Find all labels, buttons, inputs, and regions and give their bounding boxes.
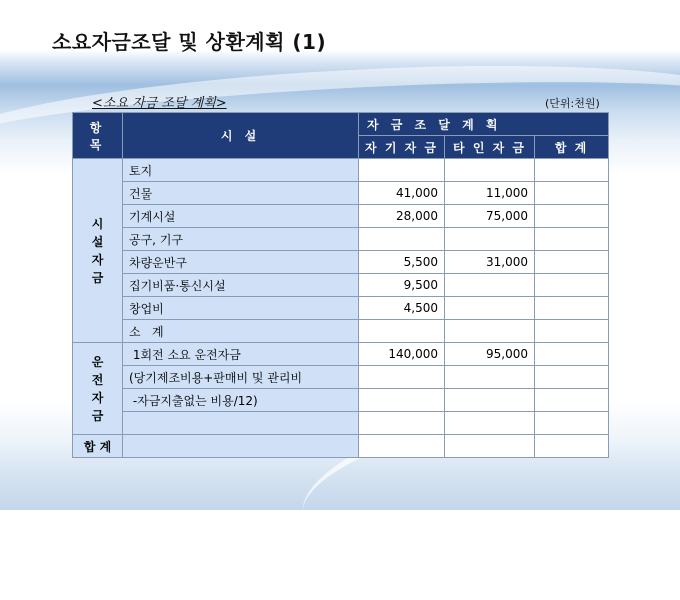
row-name: 기계시설 bbox=[123, 205, 359, 228]
total-sum-cell bbox=[535, 435, 609, 458]
own-funds-cell bbox=[359, 366, 445, 389]
table-row bbox=[73, 228, 609, 251]
table-row bbox=[73, 182, 609, 205]
row-name: 토지 bbox=[123, 159, 359, 182]
other-funds-cell bbox=[445, 297, 535, 320]
table-row bbox=[73, 366, 609, 389]
other-funds-cell bbox=[445, 274, 535, 297]
table-row bbox=[73, 389, 609, 412]
other-funds-cell: 11,000 bbox=[445, 182, 535, 205]
sum-cell bbox=[535, 343, 609, 366]
other-funds-cell bbox=[445, 389, 535, 412]
total-other-cell bbox=[445, 435, 535, 458]
own-funds-cell: 9,500 bbox=[359, 274, 445, 297]
own-funds-cell: 41,000 bbox=[359, 182, 445, 205]
header-item: 항 목 bbox=[73, 113, 123, 159]
header-facility: 시 설 bbox=[123, 113, 359, 159]
table-row bbox=[73, 412, 609, 435]
sum-cell bbox=[535, 366, 609, 389]
header-other-funds: 타 인 자 금 bbox=[445, 136, 535, 159]
table-row bbox=[73, 274, 609, 297]
total-row bbox=[73, 435, 609, 458]
other-funds-cell bbox=[445, 159, 535, 182]
table-row bbox=[73, 343, 609, 366]
own-funds-cell: 5,500 bbox=[359, 251, 445, 274]
other-funds-cell bbox=[445, 412, 535, 435]
other-funds-cell: 95,000 bbox=[445, 343, 535, 366]
funding-plan-table bbox=[72, 112, 609, 458]
table-row bbox=[73, 320, 609, 343]
other-funds-cell bbox=[445, 228, 535, 251]
table-row bbox=[73, 297, 609, 320]
sum-cell bbox=[535, 205, 609, 228]
row-name: 공구, 기구 bbox=[123, 228, 359, 251]
row-name: 1회전 소요 운전자금 bbox=[123, 343, 359, 366]
own-funds-cell bbox=[359, 159, 445, 182]
row-name: 건물 bbox=[123, 182, 359, 205]
row-name: 집기비품·통신시설 bbox=[123, 274, 359, 297]
own-funds-cell bbox=[359, 412, 445, 435]
row-name: -자금지출없는 비용/12) bbox=[123, 389, 359, 412]
row-name bbox=[123, 412, 359, 435]
sum-cell bbox=[535, 228, 609, 251]
sum-cell bbox=[535, 182, 609, 205]
group-label-facility-funds: 시 설 자 금 bbox=[73, 159, 123, 343]
total-own-cell bbox=[359, 435, 445, 458]
other-funds-cell: 31,000 bbox=[445, 251, 535, 274]
sum-cell bbox=[535, 320, 609, 343]
total-label: 합 계 bbox=[73, 435, 123, 458]
sum-cell bbox=[535, 159, 609, 182]
own-funds-cell: 140,000 bbox=[359, 343, 445, 366]
own-funds-cell: 28,000 bbox=[359, 205, 445, 228]
row-name: 창업비 bbox=[123, 297, 359, 320]
sum-cell bbox=[535, 274, 609, 297]
header-own-funds: 자 기 자 금 bbox=[359, 136, 445, 159]
unit-label: (단위:천원) bbox=[545, 97, 600, 110]
own-funds-cell bbox=[359, 389, 445, 412]
sum-cell bbox=[535, 251, 609, 274]
other-funds-cell: 75,000 bbox=[445, 205, 535, 228]
own-funds-cell: 4,500 bbox=[359, 297, 445, 320]
own-funds-cell bbox=[359, 228, 445, 251]
table-row bbox=[73, 251, 609, 274]
other-funds-cell bbox=[445, 320, 535, 343]
table-row bbox=[73, 205, 609, 228]
sum-cell bbox=[535, 412, 609, 435]
sum-cell bbox=[535, 297, 609, 320]
table-subtitle: <소요 자금 조달 계획> bbox=[92, 96, 227, 111]
header-funding: 자 금 조 달 계 획 bbox=[359, 113, 609, 136]
sum-cell bbox=[535, 389, 609, 412]
own-funds-cell bbox=[359, 320, 445, 343]
other-funds-cell bbox=[445, 366, 535, 389]
header-sum: 합 계 bbox=[535, 136, 609, 159]
group-label-working-capital: 운 전 자 금 bbox=[73, 343, 123, 435]
table-row bbox=[73, 159, 609, 182]
row-name: (당기제조비용+판매비 및 관리비 bbox=[123, 366, 359, 389]
slide-title: 소요자금조달 및 상환계획 (1) bbox=[52, 30, 327, 54]
row-name: 차량운반구 bbox=[123, 251, 359, 274]
total-name-cell bbox=[123, 435, 359, 458]
row-name: 소 계 bbox=[123, 320, 359, 343]
